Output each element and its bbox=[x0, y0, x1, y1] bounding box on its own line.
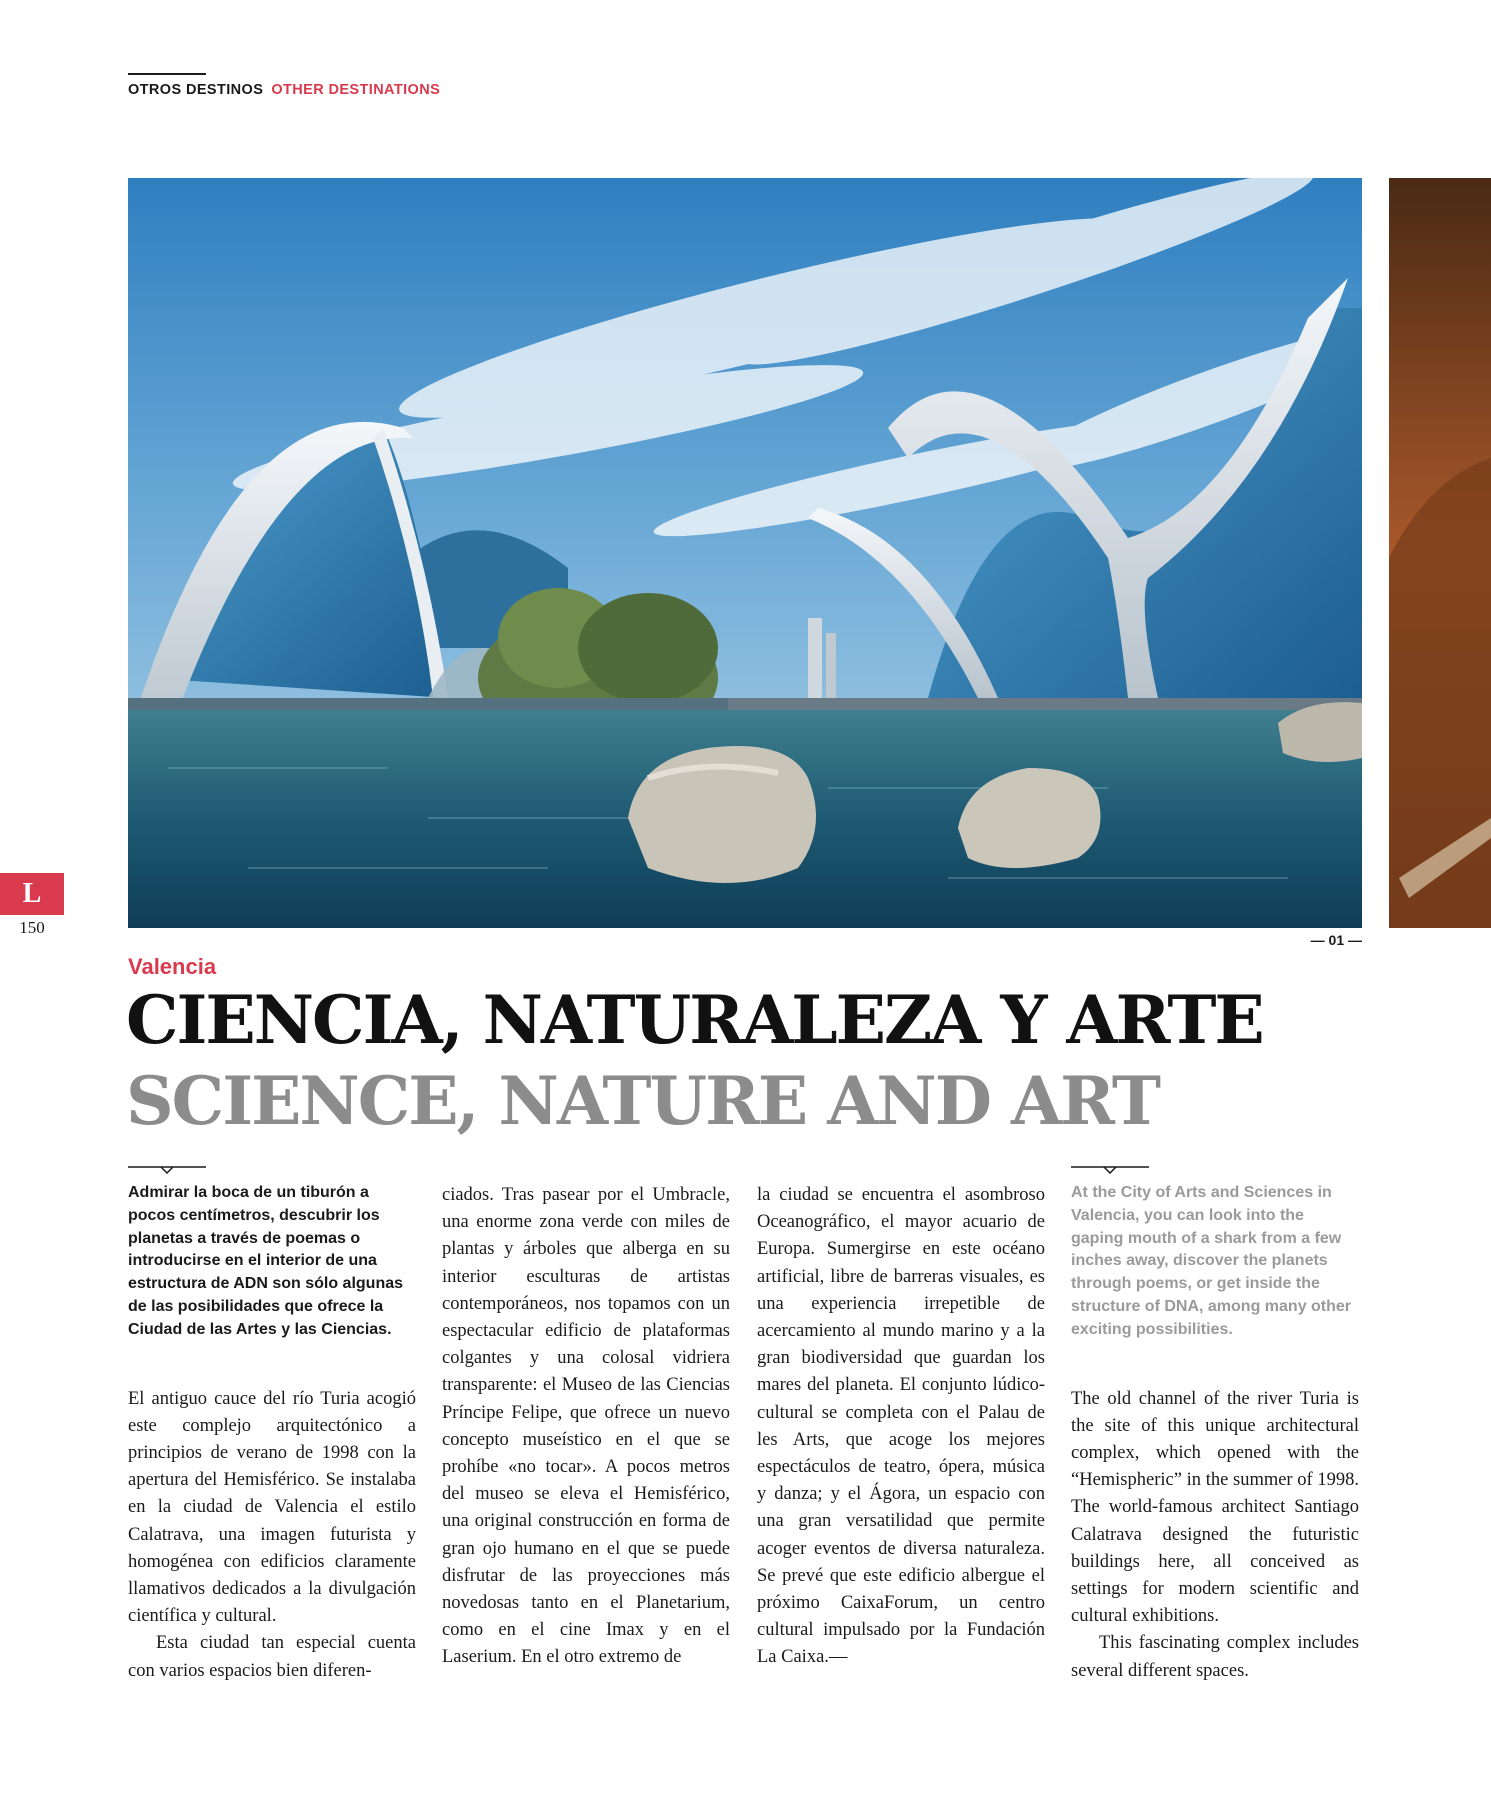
column-ornament bbox=[128, 1164, 206, 1174]
column-2 bbox=[442, 1182, 730, 1672]
body-paragraph: El antiguo cauce del río Turia acogió este complejo arquitectónico a principios de verano de 1998 con la apertura del Hemisférico. Se instalaba en la ciudad de Valencia el estilo Calatrava, una imagen futurista y homogénea con edificios claramente llamativos dedicados a la divulgación científica y cultural. bbox=[128, 1388, 416, 1627]
column-3 bbox=[757, 1182, 1045, 1672]
lead-paragraph-en: At the City of Arts and Sciences in Valencia, you can look into the gaping mouth of a shark from a few inches away, discover the planets through poems, or get inside the structure of DNA, among many other exciting possibilities. bbox=[1071, 1184, 1352, 1338]
running-header bbox=[128, 82, 440, 98]
body-paragraph: Esta ciudad tan especial cuenta con varios espacios bien diferen- bbox=[128, 1633, 416, 1681]
adjacent-photo bbox=[1389, 178, 1491, 928]
body-paragraph: The old channel of the river Turia is the site of this unique architectural complex, which opened with the “Hemispheric” in the summer of 1998. The world-famous architect Santiago Calatrava designed the futuristic buildings here, all conceived as settings for modern scientific and cultural exhibitions. bbox=[1071, 1388, 1359, 1627]
header-rule bbox=[128, 73, 206, 75]
column-1 bbox=[128, 1182, 416, 1685]
body-paragraph: This fascinating complex includes several different spaces. bbox=[1071, 1633, 1359, 1681]
column-4 bbox=[1071, 1182, 1359, 1685]
folio-badge: L bbox=[0, 873, 64, 915]
section-label-es: OTROS DESTINOS bbox=[128, 82, 264, 98]
body-paragraph: ciados. Tras pasear por el Umbracle, una enorme zona verde con miles de plantas y árboles que alberga en su interior esculturas de artistas contemporáneos, nos topamos con un espectacular edificio de plataformas colgantes y una colosal vidriera transparente: el Museo de las Ciencias Príncipe Felipe, que ofrece un nuevo concepto museístico en el que se prohíbe «no tocar». A pocos metros del museo se eleva el Hemisférico, una original construcción en forma de gran ojo humano en el que se puede disfrutar de las proyecciones más novedosas tanto en el Planetarium, como en el cine Imax y en el Laserium. En el otro extremo de bbox=[442, 1185, 730, 1668]
photo-caption-number: — 01 — bbox=[1310, 932, 1362, 948]
section-label-en: OTHER DESTINATIONS bbox=[271, 82, 441, 98]
article-title-es: CIENCIA, NATURALEZA Y ARTE bbox=[126, 981, 1263, 1059]
column-ornament bbox=[1071, 1164, 1149, 1174]
article-kicker: Valencia bbox=[128, 954, 217, 979]
lead-paragraph-es: Admirar la boca de un tiburón a pocos centímetros, descubrir los planetas a través de poemas o introducirse en el interior de una estructura de ADN son sólo algunas de las posibilidades que ofrece la Ciudad de las Artes y las Ciencias. bbox=[128, 1184, 404, 1338]
body-paragraph: la ciudad se encuentra el asombroso Oceanográfico, el mayor acuario de Europa. Sumergirse en este océano artificial, libre de barreras visuales, es una experiencia irrepetible de acercamiento al mundo marino y a la gran biodiversidad que guardan los mares del planeta. El conjunto lúdico-cultural se completa con el Palau de les Arts, que acoge los mejores espectáculos de teatro, ópera, música y danza; y el Ágora, un espacio con una gran versatilidad que permite acoger eventos de diversa naturaleza. Se prevé que este edificio albergue el próximo CaixaForum, un centro cultural impulsado por la Fundación La Caixa.— bbox=[757, 1185, 1045, 1668]
main-photo bbox=[128, 178, 1362, 928]
page-number: 150 bbox=[19, 918, 45, 937]
article-title-en: SCIENCE, NATURE AND ART bbox=[126, 1062, 1159, 1140]
